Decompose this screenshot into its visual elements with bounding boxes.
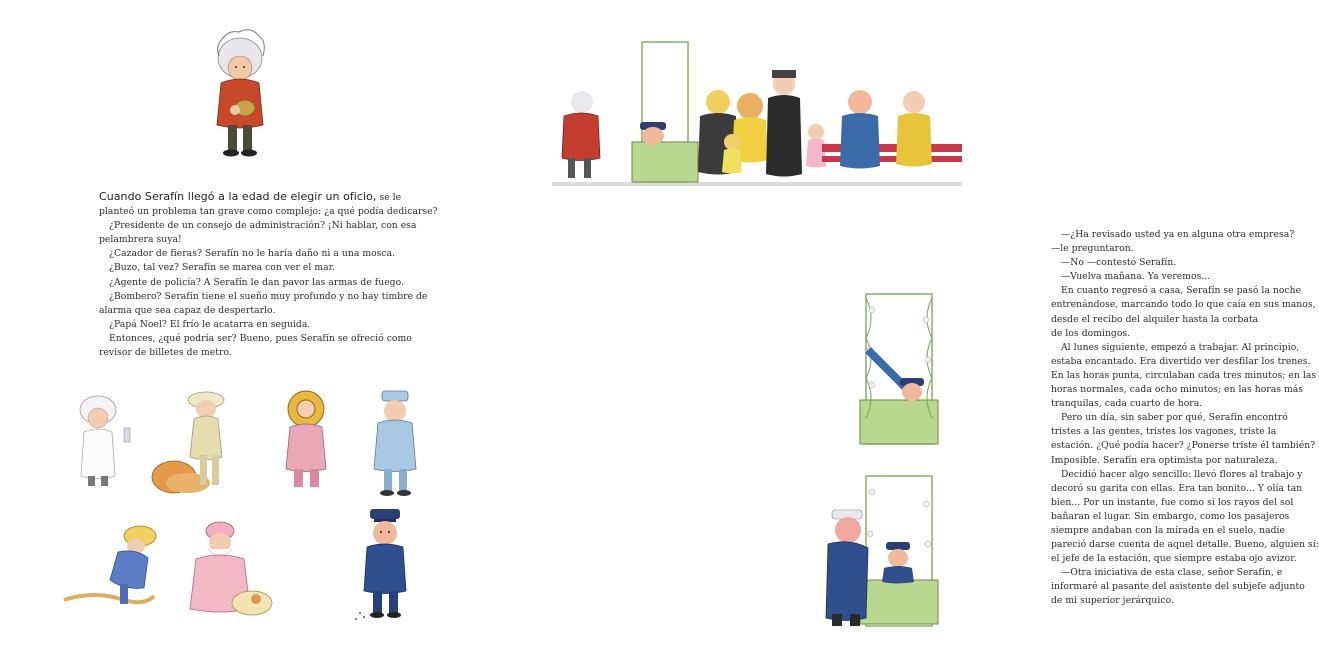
station-chief-illustration: [822, 470, 952, 630]
text-line: Pero un día, sin saber por qué, Serafín encontró: [1061, 412, 1288, 424]
text-line: En cuanto regresó a casa, Serafín se pasó la noche: [1061, 285, 1302, 297]
text-line: ¿Buzo, tal vez? Serafín se marea con ver el mar.: [109, 262, 336, 274]
text-line: En las horas punta, circulaban cada tres minutos; en las: [1051, 369, 1317, 381]
text-line: ¿Agente de policía? A Serafín le dan pavor las armas de fuego.: [109, 276, 405, 288]
ticket-inspector-illustration: [350, 505, 420, 623]
text-line: —No —contestó Serafín.: [1061, 257, 1177, 269]
text-line: ¿Bombero? Serafín tiene el sueño muy profundo y no hay timbre de: [109, 290, 428, 302]
text-line: Imposible. Serafín era optimista por naturaleza.: [1051, 454, 1278, 466]
text-line: siempre andaban con la mirada en el suelo, nadie: [1051, 524, 1286, 536]
text-line: estaba encantado. Era divertido ver desfilar los trenes.: [1051, 355, 1311, 367]
text-line: alarma que sea capaz de despertarlo.: [99, 304, 276, 316]
text-line: se le: [379, 192, 402, 203]
text-line: de mi superior jerárquico.: [1051, 595, 1174, 607]
text-line: revisor de billetes de metro.: [99, 347, 232, 359]
hunter-with-lion-illustration: [148, 385, 248, 500]
text-line: decoró su garita con ellas. Era tan bonito... Y olía tan: [1051, 482, 1303, 494]
text-line: ¿Papá Noel? El frío le acatarra en seguida.: [109, 318, 311, 330]
text-line: Entonces, ¿qué podría ser? Bueno, pues Serafín se ofreció como: [109, 332, 412, 344]
lead-in: Cuando Serafín llegó a la edad de elegir un oficio,: [99, 190, 377, 203]
firefighter-illustration: [60, 520, 170, 615]
text-line: ¿Presidente de un consejo de administración? ¡Ni hablar, con esa: [109, 220, 417, 232]
text-line: bien... Por un instante, fue como si los rayos del sol: [1051, 496, 1294, 508]
text-line: ¿Cazador de fieras? Serafín no le haría daño ni a una mosca.: [109, 248, 396, 260]
left-page-text: [99, 190, 438, 360]
text-line: —¿Ha revisado usted ya en alguna otra empresa?: [1061, 229, 1295, 240]
text-line: informaré al pasante del asistente del subjefe adjunto: [1051, 581, 1305, 593]
text-line: Al lunes siguiente, empezó a trabajar. Al principio,: [1061, 341, 1300, 353]
text-line: tranquilas, cada cuarto de hora.: [1051, 398, 1203, 410]
left-page: [0, 0, 500, 667]
text-line: bañaran el lugar. Sin embargo, como los pasajeros: [1051, 510, 1290, 522]
text-line: —le preguntaron.: [1051, 243, 1134, 255]
text-line: —Vuelva mañana. Ya veremos...: [1061, 271, 1211, 283]
santa-claus-illustration: [180, 515, 290, 620]
text-line: de los domingos.: [1051, 327, 1131, 339]
text-line: entrenándose, marcando todo lo que caía en sus manos,: [1051, 299, 1316, 311]
text-line: horas normales, cada ocho minutos; en las horas más: [1051, 384, 1304, 396]
diver-illustration: [272, 385, 342, 495]
text-line: desde el recibo del alquiler hasta la corbata: [1051, 313, 1259, 325]
text-line: Decidió hacer algo sencillo: llevó flores al trabajo y: [1061, 468, 1303, 480]
text-line: estación. ¿Qué podía hacer? ¿Ponerse triste él también?: [1051, 440, 1316, 452]
flowered-booth-illustration: [852, 290, 947, 450]
text-line: —Otra iniciativa de esta clase, señor Serafín, e: [1061, 567, 1283, 579]
text-line: tristes a las gentes, tristes los vagones, triste la: [1051, 426, 1277, 438]
right-page-text: [1051, 228, 1319, 609]
police-officer-illustration: [360, 385, 435, 500]
text-line: [99, 190, 402, 205]
right-page: [500, 0, 1319, 667]
station-queue-illustration: [552, 32, 962, 197]
scientist-illustration: [68, 390, 148, 490]
serafin-illustration: [205, 28, 275, 163]
text-line: pelambrera suya!: [99, 234, 182, 246]
text-line: pareció darse cuenta de aquel detalle. Bueno, alguien sí:: [1051, 539, 1319, 551]
text-line: el jefe de la estación, que siempre estaba ojo avizor.: [1051, 553, 1297, 565]
text-line: planteó un problema tan grave como complejo: ¿a qué podía dedicarse?: [99, 206, 438, 218]
